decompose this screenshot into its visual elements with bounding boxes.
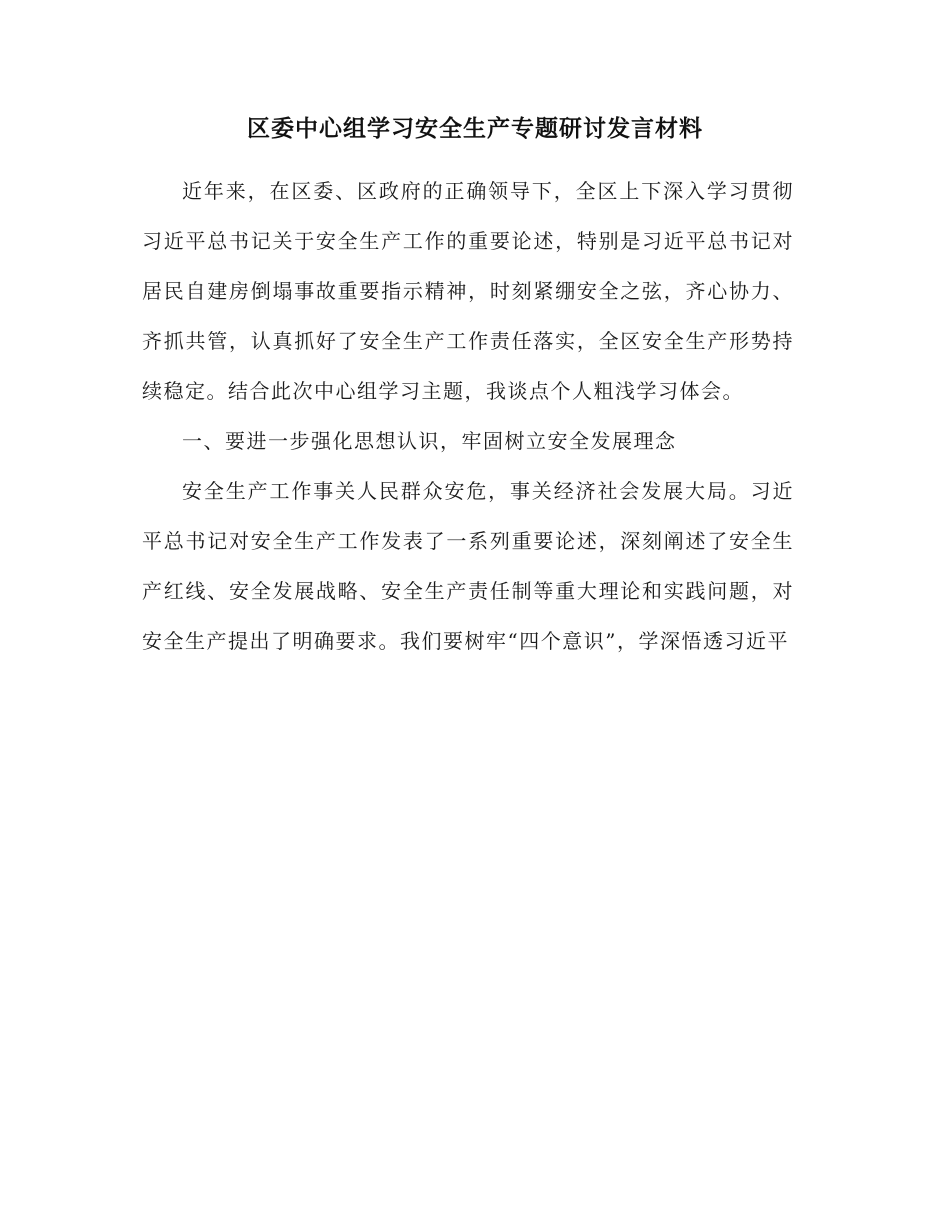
paragraph-intro: 近年来，在区委、区政府的正确领导下，全区上下深入学习贯彻习近平总书记关于安全生产工作的重要论述，特别是习近平总书记对居民自建房倒塌事故重要指示精神，时刻紧绷安全之弦，齐心协力、齐抓共管，认真抓好了安全生产工作责任落实，全区安全生产形势持续稳定。结合此次中心组学习主题，我谈点个人粗浅学习体会。 [142, 179, 794, 403]
paragraph-section-1: 安全生产工作事关人民群众安危，事关经济社会发展大局。习近平总书记对安全生产工作发表了一系列重要论述，深刻阐述了安全生产红线、安全发展战略、安全生产责任制等重大理论和实践问题，对安全生产提出了明确要求。我们要树牢“四个意识”，学深悟透习近平 [142, 479, 794, 653]
section-heading-1: 一、要进一步强化思想认识，牢固树立安全发展理念 [182, 429, 677, 453]
document-body [142, 166, 794, 666]
document-title: 区委中心组学习安全生产专题研讨发言材料 [247, 115, 703, 142]
